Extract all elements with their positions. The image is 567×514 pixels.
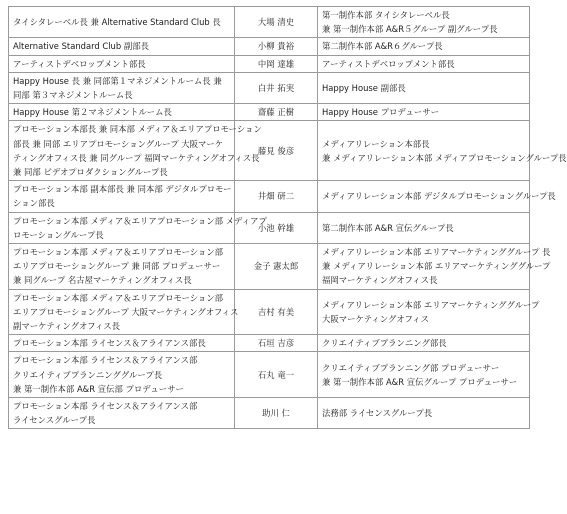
table-row (9, 212, 530, 243)
new-position-line: 兼 同グループ 名古屋マーケティングオフィス長 (13, 275, 192, 286)
person-name-cell (235, 55, 318, 72)
table-row (9, 72, 530, 103)
previous-position-cell (318, 244, 551, 290)
new-position-line: ティングオフィス長 兼 同グループ 福岡マーケティングオフィス長 (13, 152, 260, 163)
person-name-cell (235, 335, 318, 352)
previous-position-line: 法務部 ライセンスグループ長 (322, 408, 433, 419)
previous-position-line: 兼 メディアリレーション本部 エリアマーケティンググループ (322, 261, 551, 272)
previous-position-cell (318, 398, 530, 429)
person-name: 金子 憲太郎 (253, 261, 299, 272)
table-row (9, 289, 530, 335)
person-name: 齋藤 正樹 (257, 107, 295, 118)
person-name: 中岡 達雄 (257, 58, 295, 69)
new-position-line: タイシタレーベル長 兼 Alternative Standard Club 長 (13, 17, 221, 28)
new-position-line: Alternative Standard Club 副部長 (13, 41, 149, 52)
new-position-cell (9, 104, 235, 121)
new-position-line: プロモーション本部 メディア＆エリアプロモーション部 (13, 292, 224, 303)
new-position-line: ロモーショングループ長 (13, 229, 104, 240)
new-position-line: 兼 第一制作本部 A&R 宣伝部 プロデューサー (13, 383, 184, 394)
previous-position-cell (318, 352, 530, 398)
table-row (9, 352, 530, 398)
new-position-line: プロモーション本部 副本部長 兼 同本部 デジタルプロモー (13, 184, 232, 195)
new-position-line: 兼 同部 ビデオプロダクショングループ長 (13, 167, 168, 178)
new-position-line: アーティストデベロップメント部長 (13, 58, 146, 69)
previous-position-cell (318, 104, 530, 121)
new-position-line: プロモーション本部 ライセンス＆アライアンス部 (13, 401, 198, 412)
previous-position-line: メディアリレーション本部 エリアマーケティンググループ (322, 299, 540, 310)
previous-position-line: 福岡マーケティングオフィス長 (322, 275, 438, 286)
previous-position-line: 兼 メディアリレーション本部 メディアプロモーショングループ長 (322, 152, 567, 163)
previous-position-cell (318, 289, 540, 335)
previous-position-line: 兼 第一制作本部 A&R 宣伝グループ プロデューサー (322, 376, 518, 387)
previous-position-cell (318, 55, 530, 72)
person-name: 小柳 貴裕 (257, 41, 295, 52)
new-position-cell (9, 352, 235, 398)
new-position-cell (9, 38, 235, 55)
new-position-line: 副マーケティングオフィス長 (13, 321, 120, 332)
person-name: 石垣 吉彦 (257, 338, 295, 349)
new-position-line: プロモーション本部 メディア＆エリアプロモーション部 (13, 247, 224, 258)
new-position-line: ション部長 (13, 198, 55, 209)
previous-position-line: メディアリレーション本部 エリアマーケティンググループ 長 (322, 247, 551, 258)
new-position-cell (9, 121, 262, 181)
new-position-line: クリエイティブプランニンググループ長 (13, 369, 163, 380)
table-row (9, 244, 530, 290)
previous-position-line: クリエイティブプランニング部長 (322, 338, 447, 349)
new-position-line: Happy House 長 兼 同部第１マネジメントルーム長 兼 (13, 75, 222, 86)
person-name-cell (235, 398, 318, 429)
previous-position-line: アーティストデベロップメント部長 (322, 58, 455, 69)
person-name: 大場 清史 (257, 17, 295, 28)
new-position-cell (9, 244, 235, 290)
previous-position-cell (318, 121, 567, 181)
new-position-cell (9, 55, 235, 72)
person-name: 藤見 俊彦 (257, 145, 295, 156)
new-position-cell (9, 7, 235, 38)
new-position-cell (9, 181, 235, 212)
new-position-line: エリアプロモーショングループ 兼 同部 プロデューサー (13, 261, 221, 272)
previous-position-line: メディアリレーション本部 デジタルプロモーショングループ長 (322, 191, 556, 202)
previous-position-line: Happy House 副部長 (322, 82, 406, 93)
new-position-cell (9, 212, 267, 243)
person-name-cell (235, 352, 318, 398)
person-name: 白井 拓実 (257, 82, 295, 93)
person-name: 石丸 竜一 (257, 369, 295, 380)
previous-position-cell (318, 212, 530, 243)
previous-position-line: 第二制作本部 A&R６グループ長 (322, 41, 443, 52)
previous-position-line: Happy House プロデューサー (322, 107, 439, 118)
previous-position-line: 第二制作本部 A&R 宣伝グループ長 (322, 222, 454, 233)
previous-position-cell (318, 7, 530, 38)
person-name-cell (235, 289, 318, 335)
new-position-line: Happy House 第２マネジメントルーム長 (13, 107, 172, 118)
new-position-line: プロモーション本部 ライセンス＆アライアンス部長 (13, 338, 206, 349)
table-row (9, 335, 530, 352)
new-position-line: 同部 第３マネジメントルーム長 (13, 90, 133, 101)
person-name: 小池 幹雄 (257, 222, 295, 233)
table-row (9, 7, 530, 38)
table-row (9, 181, 530, 212)
person-name-cell (235, 38, 318, 55)
person-name-cell (235, 181, 318, 212)
person-name-cell (235, 7, 318, 38)
person-name-cell (235, 244, 318, 290)
new-position-line: エリアプロモーショングループ 大阪マーケティングオフィス (13, 306, 239, 317)
new-position-cell (9, 398, 235, 429)
previous-position-line: 大阪マーケティングオフィス (322, 313, 429, 324)
previous-position-cell (318, 335, 530, 352)
table-row (9, 398, 530, 429)
table-row (9, 104, 530, 121)
person-name: 吉村 有美 (257, 306, 295, 317)
previous-position-line: 第一制作本部 タイシタレーベル長 (322, 10, 450, 20)
new-position-line: プロモーション本部 メディア＆エリアプロモーション部 メディアプ (13, 215, 267, 226)
previous-position-line: クリエイティブプランニング部 プロデューサー (322, 362, 500, 373)
new-position-line: プロモーション本部 ライセンス＆アライアンス部 (13, 355, 198, 366)
person-name: 助川 仁 (262, 408, 290, 419)
previous-position-cell (318, 38, 530, 55)
person-name: 井畑 研二 (257, 191, 295, 202)
new-position-line: ライセンスグループ長 (13, 415, 96, 426)
table-row (9, 38, 530, 55)
table-row (9, 121, 530, 181)
personnel-table (8, 6, 567, 429)
previous-position-line: 兼 第一制作本部 A&R５グループ 副グループ長 (322, 24, 498, 35)
new-position-line: 部長 兼 同部 エリアプロモーショングループ 大阪マーケ (13, 138, 224, 149)
new-position-cell (9, 335, 235, 352)
table-row (9, 55, 530, 72)
new-position-cell (9, 289, 239, 335)
previous-position-line: メディアリレーション本部長 (322, 138, 430, 149)
new-position-line: プロモーション本部長 兼 同本部 メディア＆エリアプロモーション (13, 124, 262, 135)
person-name-cell (235, 104, 318, 121)
table-body (9, 7, 567, 429)
previous-position-cell (318, 181, 556, 212)
person-name-cell (235, 72, 318, 103)
previous-position-cell (318, 72, 530, 103)
new-position-cell (9, 72, 235, 103)
